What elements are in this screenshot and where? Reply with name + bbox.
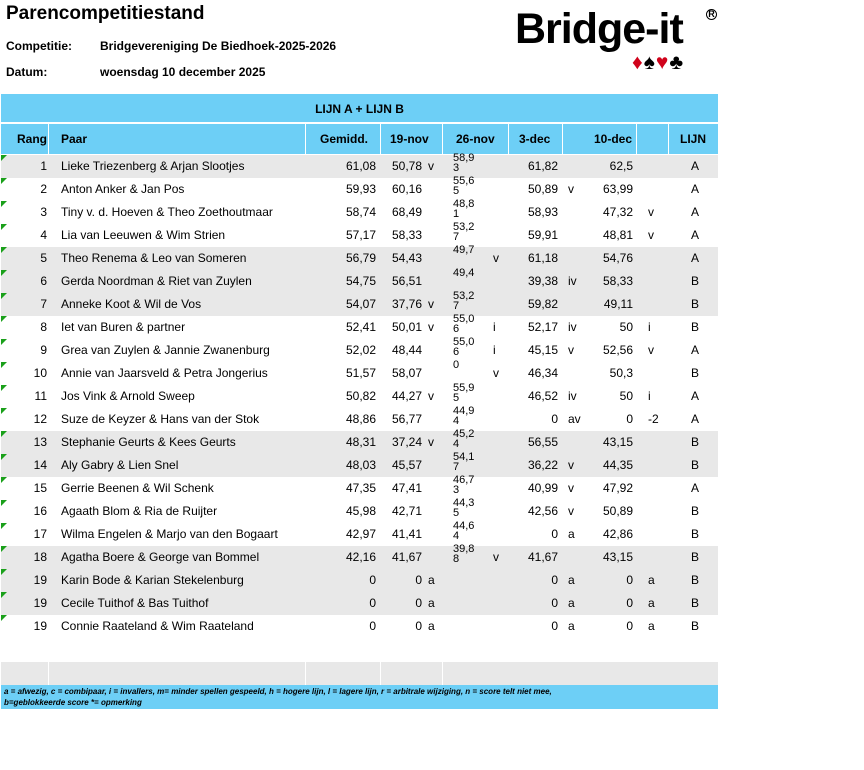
- rang-cell: 5: [40, 251, 47, 265]
- spade-icon: ♠: [643, 51, 656, 74]
- paar-cell: Gerrie Beenen & Wil Schenk: [61, 481, 214, 495]
- lijn-cell: A: [691, 182, 700, 196]
- flag-10dec-cell: i: [648, 320, 651, 334]
- gemidd-cell: 0: [369, 619, 376, 633]
- flag-10dec-cell: v: [648, 205, 654, 219]
- gemidd-cell: 54,07: [345, 297, 376, 311]
- gemidd-cell: 57,17: [345, 228, 376, 242]
- table-row: [1, 313, 718, 339]
- gemidd-cell: 50,82: [345, 389, 376, 403]
- col-gemidd: Gemidd.: [320, 132, 369, 146]
- rang-cell: 3: [40, 205, 47, 219]
- paar-cell: Karin Bode & Karian Stekelenburg: [61, 573, 244, 587]
- gemidd-cell: 51,57: [345, 366, 376, 380]
- rang-cell: 19: [33, 573, 47, 587]
- gemidd-cell: 52,02: [345, 343, 376, 357]
- col-26nov: 26-nov: [456, 132, 495, 146]
- rang-cell: 14: [33, 458, 47, 472]
- score-10dec-cell: 62,5: [609, 159, 633, 173]
- score-10dec-cell: 47,32: [602, 205, 633, 219]
- score-10dec-cell: 0: [626, 596, 633, 610]
- datum-value: woensdag 10 december 2025: [100, 65, 266, 79]
- table-row: [1, 592, 718, 615]
- rang-cell: 11: [34, 389, 47, 403]
- flag-19nov-cell: v: [428, 389, 434, 403]
- rang-cell: 6: [40, 274, 47, 288]
- table-row: [1, 267, 718, 293]
- score-3dec-cell: 0: [551, 527, 558, 541]
- flag-3dec-cell: iv: [568, 389, 577, 403]
- flag-10dec-cell: a: [648, 596, 655, 610]
- score-19nov-cell: 68,49: [391, 205, 422, 219]
- flag-3dec-cell: v: [568, 182, 574, 196]
- gemidd-cell: 45,98: [345, 504, 376, 518]
- col-rang: Rang: [17, 132, 47, 146]
- score-10dec-cell: 47,92: [602, 481, 633, 495]
- score-26nov-cell: 55,0 6: [453, 336, 475, 358]
- score-10dec-cell: 58,33: [602, 274, 633, 288]
- flag-26nov-cell: i: [493, 343, 496, 357]
- score-3dec-cell: 59,91: [527, 228, 558, 242]
- score-19nov-cell: 41,67: [391, 550, 422, 564]
- gemidd-cell: 0: [369, 596, 376, 610]
- score-19nov-cell: 0: [415, 573, 422, 587]
- table-row: [1, 497, 718, 523]
- rang-cell: 19: [33, 619, 47, 633]
- rang-cell: 16: [33, 504, 47, 518]
- gemidd-cell: 61,08: [345, 159, 376, 173]
- table-row: [1, 405, 718, 431]
- lijn-cell: B: [691, 366, 700, 380]
- gemidd-cell: 0: [369, 573, 376, 587]
- empty-row-divider: [380, 662, 381, 685]
- score-3dec-cell: 56,55: [527, 435, 558, 449]
- bridge-it-logo: [515, 6, 715, 76]
- table-row: [1, 175, 718, 201]
- empty-row-divider: [48, 662, 49, 685]
- gemidd-cell: 42,97: [345, 527, 376, 541]
- table-row: [1, 152, 718, 178]
- rang-cell: 13: [33, 435, 47, 449]
- table-row: [1, 221, 718, 247]
- legend-line-1: a = afwezig, c = combipaar, i = invallers, m= minder spellen gespeeld, h = hogere lijn, l = lagere lijn, r = arbitrale wijziging, n = score telt niet mee,: [4, 687, 552, 696]
- flag-10dec-cell: a: [648, 619, 655, 633]
- competitie-label: Competitie:: [6, 39, 72, 53]
- score-26nov-cell: 48,8 1: [453, 198, 475, 220]
- heart-icon: ♥: [655, 51, 670, 74]
- score-19nov-cell: 45,57: [391, 458, 422, 472]
- score-26nov-cell: 55,9 5: [453, 382, 475, 404]
- score-26nov-cell: 49,7: [453, 244, 475, 256]
- col-10dec: 10-dec: [594, 132, 633, 146]
- table-row: [1, 336, 718, 362]
- rang-cell: 2: [40, 182, 47, 196]
- rang-cell: 12: [33, 412, 47, 426]
- table-row: [1, 451, 718, 477]
- score-3dec-cell: 45,15: [527, 343, 558, 357]
- legend: [1, 685, 718, 709]
- flag-3dec-cell: iv: [568, 320, 577, 334]
- score-19nov-cell: 42,71: [391, 504, 422, 518]
- card-suits-icon: [632, 52, 684, 74]
- flag-3dec-cell: v: [568, 343, 574, 357]
- paar-cell: Anneke Koot & Wil de Vos: [61, 297, 202, 311]
- rang-cell: 8: [40, 320, 47, 334]
- flag-10dec-cell: v: [648, 343, 654, 357]
- score-3dec-cell: 46,34: [527, 366, 558, 380]
- rang-cell: 10: [33, 366, 47, 380]
- score-10dec-cell: 43,15: [602, 550, 633, 564]
- score-19nov-cell: 58,07: [391, 366, 422, 380]
- datum-label: Datum:: [6, 65, 48, 79]
- flag-19nov-cell: a: [428, 596, 435, 610]
- score-10dec-cell: 43,15: [602, 435, 633, 449]
- paar-cell: Wilma Engelen & Marjo van den Bogaart: [61, 527, 278, 541]
- flag-3dec-cell: v: [568, 458, 574, 472]
- table-row: [1, 290, 718, 316]
- empty-row-divider: [305, 662, 306, 685]
- lijn-cell: B: [691, 320, 700, 334]
- rang-cell: 1: [40, 159, 47, 173]
- lijn-cell: B: [691, 504, 700, 518]
- lijn-cell: A: [691, 412, 700, 426]
- lijn-cell: A: [691, 481, 700, 495]
- score-26nov-cell: 55,0 6: [453, 313, 475, 335]
- gemidd-cell: 48,03: [345, 458, 376, 472]
- flag-3dec-cell: v: [568, 504, 574, 518]
- flag-10dec-cell: v: [648, 228, 654, 242]
- empty-row: [1, 662, 718, 685]
- lijn-cell: B: [691, 527, 700, 541]
- score-19nov-cell: 0: [415, 619, 422, 633]
- flag-3dec-cell: a: [568, 619, 575, 633]
- score-26nov-cell: 39,8 8: [453, 543, 475, 565]
- flag-10dec-cell: a: [648, 573, 655, 587]
- rang-cell: 18: [33, 550, 47, 564]
- lijn-cell: B: [691, 458, 700, 472]
- score-10dec-cell: 0: [626, 412, 633, 426]
- paar-cell: Agatha Boere & George van Bommel: [61, 550, 260, 564]
- registered-mark: R: [706, 9, 717, 20]
- table-row: [1, 615, 718, 638]
- score-26nov-cell: 53,2 7: [453, 290, 475, 312]
- table-row: [1, 382, 718, 408]
- table-row: [1, 520, 718, 546]
- score-10dec-cell: 50: [619, 320, 633, 334]
- table-row: [1, 359, 718, 385]
- flag-10dec-cell: i: [648, 389, 651, 403]
- flag-3dec-cell: av: [568, 412, 581, 426]
- paar-cell: Gerda Noordman & Riet van Zuylen: [61, 274, 252, 288]
- lijn-cell: A: [691, 389, 700, 403]
- diamond-icon: ♦: [632, 51, 644, 74]
- table-row: [1, 569, 718, 592]
- score-10dec-cell: 42,86: [602, 527, 633, 541]
- score-19nov-cell: 37,24: [391, 435, 422, 449]
- score-26nov-cell: 53,2 7: [453, 221, 475, 243]
- lijn-cell: B: [691, 297, 700, 311]
- lijn-cell: A: [691, 343, 700, 357]
- lijn-cell: B: [691, 550, 700, 564]
- header-divider: [508, 124, 509, 154]
- gemidd-cell: 42,16: [345, 550, 376, 564]
- score-3dec-cell: 42,56: [527, 504, 558, 518]
- header-divider: [668, 124, 669, 154]
- score-3dec-cell: 0: [551, 573, 558, 587]
- flag-10dec-cell: -2: [648, 412, 659, 426]
- legend-line-2: b=geblokkeerde score *= opmerking: [4, 698, 142, 707]
- header-divider: [380, 124, 381, 154]
- flag-19nov-cell: v: [428, 297, 434, 311]
- paar-cell: Lia van Leeuwen & Wim Strien: [61, 228, 226, 242]
- col-paar: Paar: [61, 132, 88, 146]
- paar-cell: Theo Renema & Leo van Someren: [61, 251, 247, 265]
- lijn-cell: B: [691, 435, 700, 449]
- score-26nov-cell: 46,7 3: [453, 474, 475, 496]
- score-3dec-cell: 36,22: [527, 458, 558, 472]
- club-icon: ♣: [669, 51, 685, 74]
- score-10dec-cell: 54,76: [602, 251, 633, 265]
- score-26nov-cell: 44,3 5: [453, 497, 475, 519]
- lijn-cell: B: [691, 274, 700, 288]
- col-3dec: 3-dec: [519, 132, 551, 146]
- score-3dec-cell: 0: [551, 596, 558, 610]
- score-10dec-cell: 0: [626, 573, 633, 587]
- score-19nov-cell: 48,44: [391, 343, 422, 357]
- score-26nov-cell: 55,6 5: [453, 175, 475, 197]
- col-19nov: 19-nov: [390, 132, 429, 146]
- header-divider: [48, 124, 49, 154]
- paar-cell: Suze de Keyzer & Hans van der Stok: [61, 412, 260, 426]
- paar-cell: Cecile Tuithof & Bas Tuithof: [61, 596, 209, 610]
- paar-cell: Anton Anker & Jan Pos: [61, 182, 185, 196]
- flag-19nov-cell: v: [428, 435, 434, 449]
- gemidd-cell: 48,31: [345, 435, 376, 449]
- flag-3dec-cell: iv: [568, 274, 577, 288]
- score-26nov-cell: 0: [453, 359, 460, 371]
- flag-19nov-cell: a: [428, 573, 435, 587]
- score-19nov-cell: 47,41: [391, 481, 422, 495]
- rang-cell: 15: [33, 481, 47, 495]
- lijn-cell: A: [691, 159, 700, 173]
- flag-19nov-cell: a: [428, 619, 435, 633]
- score-3dec-cell: 50,89: [527, 182, 558, 196]
- table-header: [1, 124, 718, 154]
- score-3dec-cell: 61,18: [527, 251, 558, 265]
- flag-26nov-cell: i: [493, 320, 496, 334]
- lijn-cell: B: [691, 573, 700, 587]
- gemidd-cell: 52,41: [345, 320, 376, 334]
- lijn-cell: B: [691, 596, 700, 610]
- rang-cell: 9: [40, 343, 47, 357]
- score-3dec-cell: 46,52: [527, 389, 558, 403]
- rang-cell: 17: [33, 527, 47, 541]
- table-row: [1, 198, 718, 224]
- table-row: [1, 543, 718, 569]
- score-19nov-cell: 44,27: [391, 389, 422, 403]
- lijn-title: LIJN A + LIJN B: [1, 94, 718, 122]
- paar-cell: Agaath Blom & Ria de Ruijter: [61, 504, 218, 518]
- table-row: [1, 244, 718, 270]
- flag-19nov-cell: v: [428, 159, 434, 173]
- lijn-cell: B: [691, 619, 700, 633]
- flag-19nov-cell: v: [428, 320, 434, 334]
- rang-cell: 19: [33, 596, 47, 610]
- table-row: [1, 428, 718, 454]
- header-divider: [636, 124, 637, 154]
- score-10dec-cell: 48,81: [602, 228, 633, 242]
- flag-3dec-cell: v: [568, 481, 574, 495]
- header-divider: [442, 124, 443, 154]
- lijn-cell: A: [691, 228, 700, 242]
- rang-cell: 4: [40, 228, 47, 242]
- paar-cell: Tiny v. d. Hoeven & Theo Zoethoutmaar: [61, 205, 273, 219]
- score-3dec-cell: 59,82: [527, 297, 558, 311]
- empty-row-divider: [442, 662, 443, 685]
- score-3dec-cell: 41,67: [527, 550, 558, 564]
- score-26nov-cell: 44,9 4: [453, 405, 475, 427]
- score-10dec-cell: 63,99: [602, 182, 633, 196]
- table-row: [1, 474, 718, 500]
- paar-cell: Aly Gabry & Lien Snel: [61, 458, 179, 472]
- gemidd-cell: 48,86: [345, 412, 376, 426]
- flag-3dec-cell: a: [568, 596, 575, 610]
- flag-26nov-cell: v: [493, 550, 499, 564]
- score-10dec-cell: 0: [626, 619, 633, 633]
- gemidd-cell: 56,79: [345, 251, 376, 265]
- score-10dec-cell: 44,35: [602, 458, 633, 472]
- score-3dec-cell: 39,38: [527, 274, 558, 288]
- score-10dec-cell: 52,56: [602, 343, 633, 357]
- flag-3dec-cell: a: [568, 527, 575, 541]
- paar-cell: Connie Raateland & Wim Raateland: [61, 619, 254, 633]
- score-10dec-cell: 50,89: [602, 504, 633, 518]
- col-lijn: LIJN: [680, 132, 707, 146]
- score-19nov-cell: 0: [415, 596, 422, 610]
- flag-26nov-cell: v: [493, 251, 499, 265]
- score-3dec-cell: 58,93: [527, 205, 558, 219]
- score-19nov-cell: 60,16: [391, 182, 422, 196]
- score-3dec-cell: 40,99: [527, 481, 558, 495]
- score-26nov-cell: 54,1 7: [453, 451, 475, 473]
- score-26nov-cell: 44,6 4: [453, 520, 475, 542]
- score-3dec-cell: 0: [551, 619, 558, 633]
- score-19nov-cell: 54,43: [391, 251, 422, 265]
- gemidd-cell: 58,74: [345, 205, 376, 219]
- score-19nov-cell: 56,51: [391, 274, 422, 288]
- lijn-cell: A: [691, 205, 700, 219]
- page-title: Parencompetitiestand: [6, 3, 205, 24]
- score-19nov-cell: 56,77: [391, 412, 422, 426]
- gemidd-cell: 54,75: [345, 274, 376, 288]
- paar-cell: Grea van Zuylen & Jannie Zwanenburg: [61, 343, 270, 357]
- flag-3dec-cell: a: [568, 573, 575, 587]
- score-19nov-cell: 58,33: [391, 228, 422, 242]
- score-19nov-cell: 50,01: [391, 320, 422, 334]
- score-26nov-cell: 58,9 3: [453, 152, 475, 174]
- score-19nov-cell: 50,78: [391, 159, 422, 173]
- flag-26nov-cell: v: [493, 366, 499, 380]
- score-10dec-cell: 49,11: [603, 297, 633, 311]
- score-19nov-cell: 37,76: [391, 297, 422, 311]
- score-3dec-cell: 0: [551, 412, 558, 426]
- score-19nov-cell: 41,41: [391, 527, 422, 541]
- score-26nov-cell: 45,2 4: [453, 428, 475, 450]
- paar-cell: Lieke Triezenberg & Arjan Slootjes: [61, 159, 245, 173]
- competitie-value: Bridgevereniging De Biedhoek-2025-2026: [100, 39, 337, 53]
- header-divider: [562, 124, 563, 154]
- score-3dec-cell: 61,82: [527, 159, 558, 173]
- score-3dec-cell: 52,17: [527, 320, 558, 334]
- paar-cell: Iet van Buren & partner: [61, 320, 186, 334]
- header-divider: [305, 124, 306, 154]
- paar-cell: Jos Vink & Arnold Sweep: [61, 389, 195, 403]
- score-26nov-cell: 49,4: [453, 267, 475, 279]
- score-10dec-cell: 50: [619, 389, 633, 403]
- paar-cell: Annie van Jaarsveld & Petra Jongerius: [61, 366, 268, 380]
- score-10dec-cell: 50,3: [609, 366, 633, 380]
- gemidd-cell: 47,35: [345, 481, 376, 495]
- logo-text: Bridge-it: [515, 5, 683, 53]
- gemidd-cell: 59,93: [345, 182, 376, 196]
- lijn-cell: A: [691, 251, 700, 265]
- rang-cell: 7: [40, 297, 47, 311]
- paar-cell: Stephanie Geurts & Kees Geurts: [61, 435, 236, 449]
